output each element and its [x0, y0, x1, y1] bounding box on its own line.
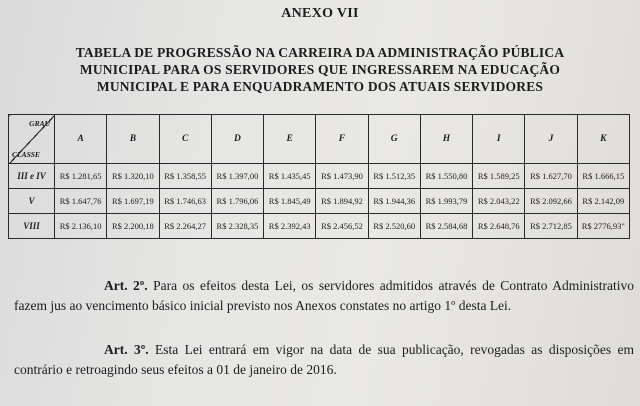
classe-cell: VIII — [9, 214, 55, 239]
salary-cell: R$ 1.397,00 — [211, 164, 263, 189]
salary-cell: R$ 2.584,68 — [420, 214, 472, 239]
salary-cell: R$ 2.092,66 — [525, 189, 577, 214]
grade-header-e: E — [264, 115, 316, 164]
progression-table — [8, 114, 630, 239]
grade-header-c: C — [159, 115, 211, 164]
grade-header-i: I — [473, 115, 525, 164]
classe-cell: III e IV — [9, 164, 55, 189]
salary-cell: R$ 1.512,35 — [368, 164, 420, 189]
salary-cell: R$ 1.845,49 — [264, 189, 316, 214]
salary-cell: R$ 1.697,19 — [107, 189, 159, 214]
table-header-row — [9, 115, 630, 164]
salary-cell: R$ 1.358,55 — [159, 164, 211, 189]
grade-header-f: F — [316, 115, 368, 164]
salary-cell: R$ 1.944,36 — [368, 189, 420, 214]
salary-cell: R$ 1.627,70 — [525, 164, 577, 189]
salary-cell: R$ 2.456,52 — [316, 214, 368, 239]
salary-cell: R$ 1.320,10 — [107, 164, 159, 189]
salary-cell: R$ 1.589,25 — [473, 164, 525, 189]
grade-header-k: K — [577, 115, 629, 164]
table-corner-cell — [9, 115, 55, 164]
article-2-heading: Art. 2º. — [104, 278, 148, 293]
grade-header-h: H — [420, 115, 472, 164]
salary-cell: R$ 1.647,76 — [55, 189, 107, 214]
salary-cell: R$ 2.328,35 — [211, 214, 263, 239]
salary-cell: R$ 2.200,18 — [107, 214, 159, 239]
grade-header-d: D — [211, 115, 263, 164]
salary-cell: R$ 2.392,43 — [264, 214, 316, 239]
classe-cell: V — [9, 189, 55, 214]
table-row — [9, 164, 630, 189]
salary-cell: R$ 1.435,45 — [264, 164, 316, 189]
salary-cell: R$ 1.894,92 — [316, 189, 368, 214]
article-3-heading: Art. 3º. — [104, 342, 149, 357]
salary-cell: R$ 1.473,90 — [316, 164, 368, 189]
table-title: TABELA DE PROGRESSÃO NA CARREIRA DA ADMINISTRAÇÃO PÚBLICA MUNICIPAL PARA OS SERVIDORES QUE INGRESSAREM NA EDUCAÇÃO MUNICIPAL E PARA ENQUADRAMENTO DOS ATUAIS SERVIDORES — [75, 45, 565, 94]
salary-cell: R$ 2.520,60 — [368, 214, 420, 239]
salary-cell: R$ 1.993,79 — [420, 189, 472, 214]
article-2-paragraph — [14, 276, 634, 316]
salary-cell: R$ 2776,93" — [577, 214, 629, 239]
salary-cell: R$ 1.666,15 — [577, 164, 629, 189]
grade-header-j: J — [525, 115, 577, 164]
grade-header-b: B — [107, 115, 159, 164]
table-row — [9, 214, 630, 239]
grade-header-a: A — [55, 115, 107, 164]
salary-cell: R$ 1.550,80 — [420, 164, 472, 189]
salary-cell: R$ 2.712,85 — [525, 214, 577, 239]
salary-cell: R$ 1.796,06 — [211, 189, 263, 214]
salary-cell: R$ 2.136,10 — [55, 214, 107, 239]
salary-cell: R$ 2.648,76 — [473, 214, 525, 239]
annex-title: ANEXO VII — [281, 6, 359, 21]
article-2-text: Para os efeitos desta Lei, os servidores admitidos através de Contrato Administrativo fazem jus ao vencimento básico inicial previsto nos Anexos constates no artigo 1º desta Lei. — [14, 278, 634, 313]
article-3-text: Esta Lei entrará em vigor na data de sua publicação, revogadas as disposições em contrário e retroagindo seus efeitos a 01 de janeiro de 2016. — [14, 342, 634, 377]
article-3-paragraph — [14, 340, 634, 380]
table-row — [9, 189, 630, 214]
grade-header-g: G — [368, 115, 420, 164]
salary-cell: R$ 2.142,09 — [577, 189, 629, 214]
salary-cell: R$ 2.043,22 — [473, 189, 525, 214]
salary-cell: R$ 2.264,27 — [159, 214, 211, 239]
salary-cell: R$ 1.281,65 — [55, 164, 107, 189]
corner-grau-label: GRAU — [29, 119, 50, 128]
salary-cell: R$ 1.746,63 — [159, 189, 211, 214]
corner-classe-label: CLASSE — [12, 150, 40, 159]
